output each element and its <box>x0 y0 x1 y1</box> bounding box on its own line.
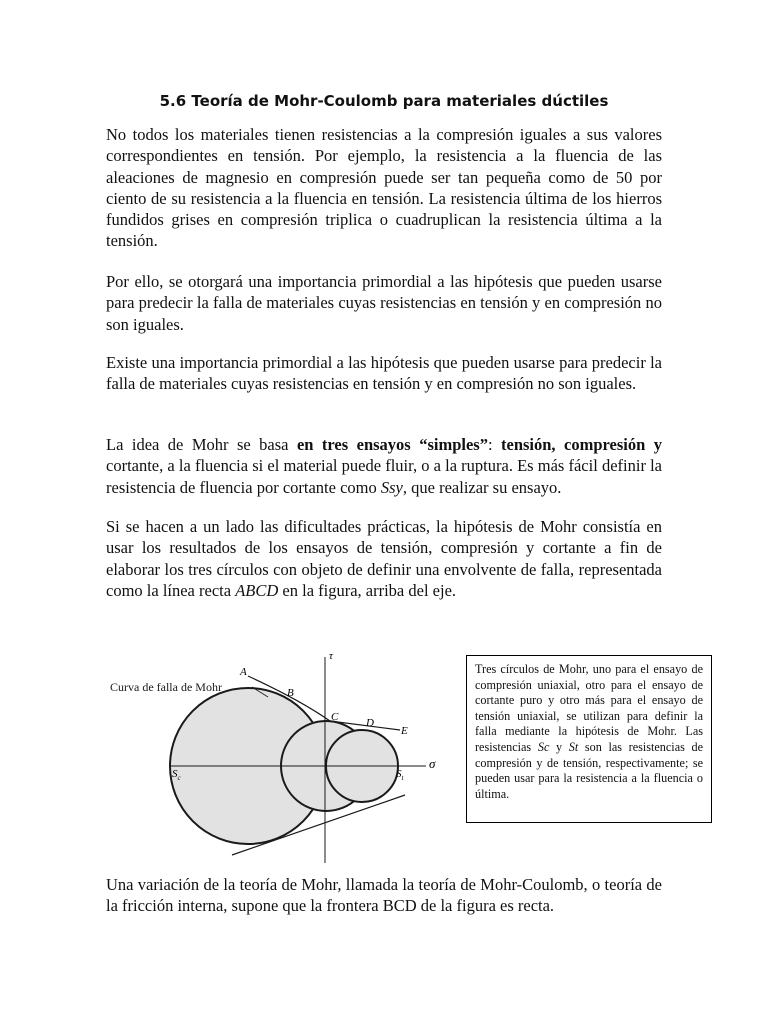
sc-label-main: S <box>172 768 178 780</box>
section-title: 5.6 Teoría de Mohr-Coulomb para materiales dúctiles <box>159 92 609 110</box>
paragraph-4 <box>106 434 662 498</box>
curve-label: Curva de falla de Mohr <box>110 680 222 694</box>
paragraph-4-text-a: La idea de Mohr se basa <box>106 435 297 454</box>
caption-italic-st: St <box>568 739 579 754</box>
paragraph-4-text-g: , que realizar su ensayo. <box>402 477 562 497</box>
paragraph-4-text-c: : <box>487 435 501 454</box>
paragraph-5-text-c: en la figura, arriba del eje. <box>278 580 457 600</box>
tau-label: τ <box>329 650 333 662</box>
sigma-label: σ <box>429 756 436 771</box>
paragraph-4-bold-tests: tensión, compresión y <box>501 435 662 454</box>
sc-label-sub: c <box>177 774 181 782</box>
paragraph-4-text-e: cortante, a la fluencia si el material puede fluir, o a la ruptura. Es más fácil definir la resistencia de fluencia por cortante como <box>106 456 662 497</box>
paragraph-4-italic-ssy: Ssy <box>380 477 403 497</box>
paragraph-5-italic-abcd: ABCD <box>235 580 279 600</box>
point-b-label: B <box>287 687 294 699</box>
paragraph-5-text-a: Si se hacen a un lado las dificultades prácticas, la hipótesis de Mohr consistía en usar los resultados de los ensayos de tensión, compresión y cortante a fin de elaborar los tres círculos con objeto de definir una envolvente de falla, representada como la línea recta <box>106 517 662 600</box>
st-label-sub: t <box>401 774 404 782</box>
point-a-label: A <box>240 666 247 678</box>
point-d-label: D <box>366 717 374 729</box>
paragraph-5 <box>106 516 662 601</box>
paragraph-1: No todos los materiales tienen resistencias a la compresión iguales a sus valores correspondientes en tensión. Por ejemplo, la resistencia a la fluencia de las aleaciones de magnesio en compresión puede ser tan pequeña como de 50 por ciento de su resistencia a la fluencia en tensión. La resistencia última de los hierros fundidos grises en compresión triplica o cuadruplican la resistencia última a la tensión. <box>106 125 662 251</box>
figure-caption-box <box>466 655 712 823</box>
mohr-circles-figure <box>100 645 450 865</box>
st-label <box>396 768 405 782</box>
paragraph-6: Una variación de la teoría de Mohr, llamada la teoría de Mohr-Coulomb, o teoría de la fricción interna, supone que la frontera BCD de la figura es recta. <box>106 875 662 916</box>
caption-italic-sc: Sc <box>537 739 550 754</box>
caption-text-e: son las resistencias de compresión y de tensión, respectivamente; se pueden usar para la resistencia a la fluencia o última. <box>475 739 704 801</box>
paragraph-3: Existe una importancia primordial a las hipótesis que pueden usarse para predecir la falla de materiales cuyas resistencias en tensión y en compresión no son iguales. <box>106 353 662 394</box>
caption-text-c: y <box>549 739 569 754</box>
paragraph-4-bold-ensayos: en tres ensayos “simples” <box>296 435 488 454</box>
paragraph-2: Por ello, se otorgará una importancia primordial a las hipótesis que pueden usarse para predecir la falla de materiales cuyas resistencias en tensión y en compresión no son iguales. <box>106 272 662 334</box>
point-c-label: C <box>331 711 339 723</box>
st-label-main: S <box>396 768 402 780</box>
point-e-label: E <box>401 725 408 737</box>
caption-text-a: Tres círculos de Mohr, uno para el ensayo de compresión uniaxial, otro para el ensayo de cortante puro y otro más para el ensayo de tensión uniaxial, se utilizan para definir la falla mediante la hipótesis de Mohr. Las resistencias <box>475 662 703 754</box>
